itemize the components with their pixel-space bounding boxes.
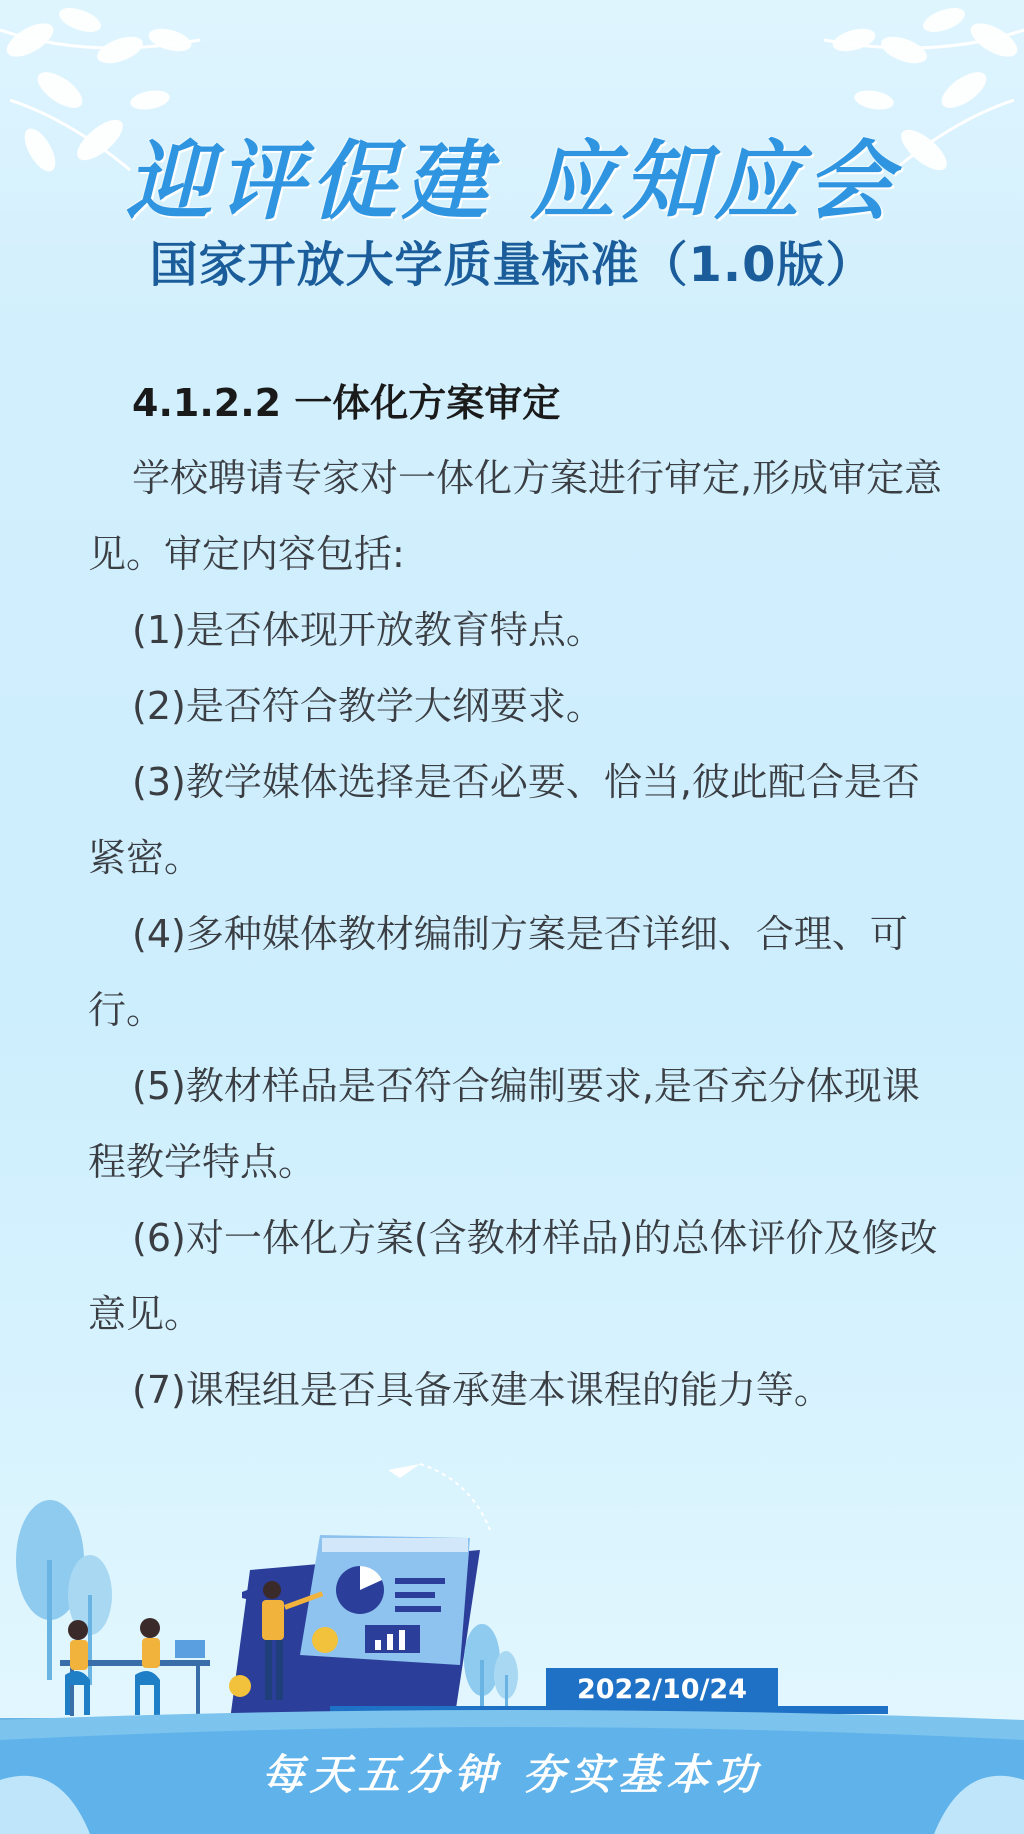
tree-icon: [16, 1500, 112, 1685]
body-text: [88, 440, 948, 1428]
section-heading: 4.1.2.2 一体化方案审定: [132, 381, 561, 425]
subtitle: 国家开放大学质量标准（1.0版）: [149, 237, 875, 293]
footer-slogan: 每天五分钟 夯实基本功: [261, 1750, 763, 1799]
list-item: (7)课程组是否具备承建本课程的能力等。: [132, 1368, 832, 1412]
list-item: (4)多种媒体教材编制方案是否详细、合理、可行。: [88, 912, 908, 1032]
office-illustration: [0, 1450, 1024, 1740]
date-badge: 2022/10/24: [546, 1668, 778, 1712]
main-title: 迎评促建 应知应会: [126, 131, 898, 232]
list-item: (1)是否体现开放教育特点。: [132, 608, 604, 652]
list-item: (2)是否符合教学大纲要求。: [132, 684, 604, 728]
list-item: (5)教材样品是否符合编制要求,是否充分体现课程教学特点。: [88, 1064, 920, 1184]
intro-paragraph: 学校聘请专家对一体化方案进行审定,形成审定意见。审定内容包括:: [88, 456, 943, 576]
list-item: (6)对一体化方案(含教材样品)的总体评价及修改意见。: [88, 1216, 938, 1336]
list-item: (3)教学媒体选择是否必要、恰当,彼此配合是否紧密。: [88, 760, 920, 880]
